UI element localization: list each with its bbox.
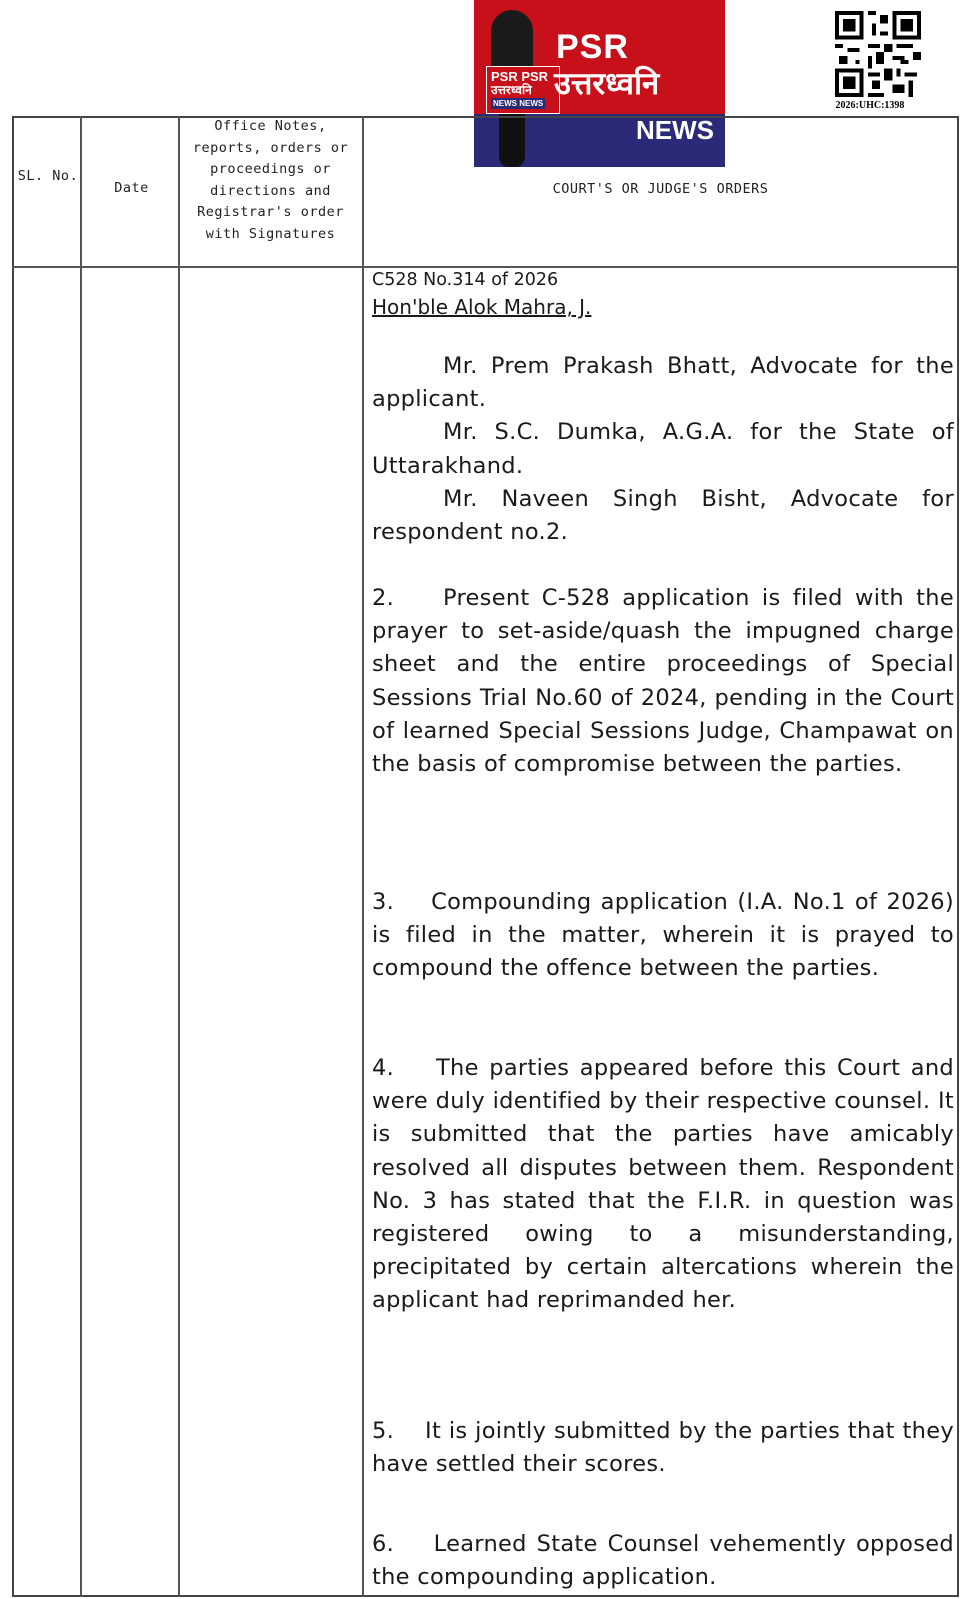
brand-psr: PSR — [556, 28, 629, 66]
header-court-orders: COURT'S OR JUDGE'S ORDERS — [552, 181, 769, 197]
mic-label-psr: PSR PSR — [491, 69, 549, 84]
paragraph-4: 4. The parties appeared before this Court and were duly identified by their respective counsel. It is submitted that the parties have amicably resolved all disputes between them. Respondent No. 3 has stated that the F.I.R. in question was registered owing to a misunderstanding, precipitated by certain altercations wherein the applicant had reprimanded her. — [372, 1055, 962, 1314]
qr-code-icon — [835, 11, 921, 97]
counsel-appearances — [372, 350, 954, 549]
mic-label-hindi: उत्तरध्वनि — [491, 83, 532, 97]
paragraph-3: 3. Compounding application (I.A. No.1 of 2026) is filed in the matter, wherein it is prayed to compound the offence between the parties. — [372, 889, 962, 982]
qr-caption: 2026:UHC:1398 — [835, 100, 905, 111]
judge-name: Hon'ble Alok Mahra, J. — [372, 295, 592, 319]
counsel-applicant: Mr. Prem Prakash Bhatt, Advocate for the applicant. — [372, 353, 954, 413]
paragraph-6: 6. Learned State Counsel vehemently opposed the compounding application. — [372, 1531, 962, 1591]
order-sheet-table — [12, 116, 962, 1597]
case-number: C528 No.314 of 2026 — [372, 270, 559, 290]
counsel-state: Mr. S.C. Dumka, A.G.A. for the State of Uttarakhand. — [372, 419, 954, 479]
paragraph-5: 5. It is jointly submitted by the parties that they have settled their scores. — [372, 1418, 962, 1478]
mic-label-band — [486, 66, 560, 114]
counsel-respondent: Mr. Naveen Singh Bisht, Advocate for respondent no.2. — [372, 485, 954, 546]
header-sl-no: SL. No. — [17, 168, 79, 184]
mic-head — [491, 10, 533, 72]
brand-news: NEWS — [636, 115, 714, 145]
header-date: Date — [114, 180, 149, 196]
mic-label-news: NEWS NEWS — [493, 99, 544, 108]
column-divider — [80, 116, 82, 1597]
paragraph-2: 2. Present C-528 application is filed with the prayer to set-aside/quash the impugned charge sheet and the entire proceedings of Special Sessions Trial No.60 of 2024, pending in the Court of learned Special Sessions Judge, Champawat on the basis of compromise between the parties. — [372, 585, 962, 778]
header-office-notes: Office Notes, reports, orders or proceedings or directions and Registrar's order with Signatures — [192, 118, 349, 242]
brand-hindi: उत्तरध्वनि — [554, 66, 660, 102]
column-divider — [362, 116, 364, 1597]
column-divider — [178, 116, 180, 1597]
